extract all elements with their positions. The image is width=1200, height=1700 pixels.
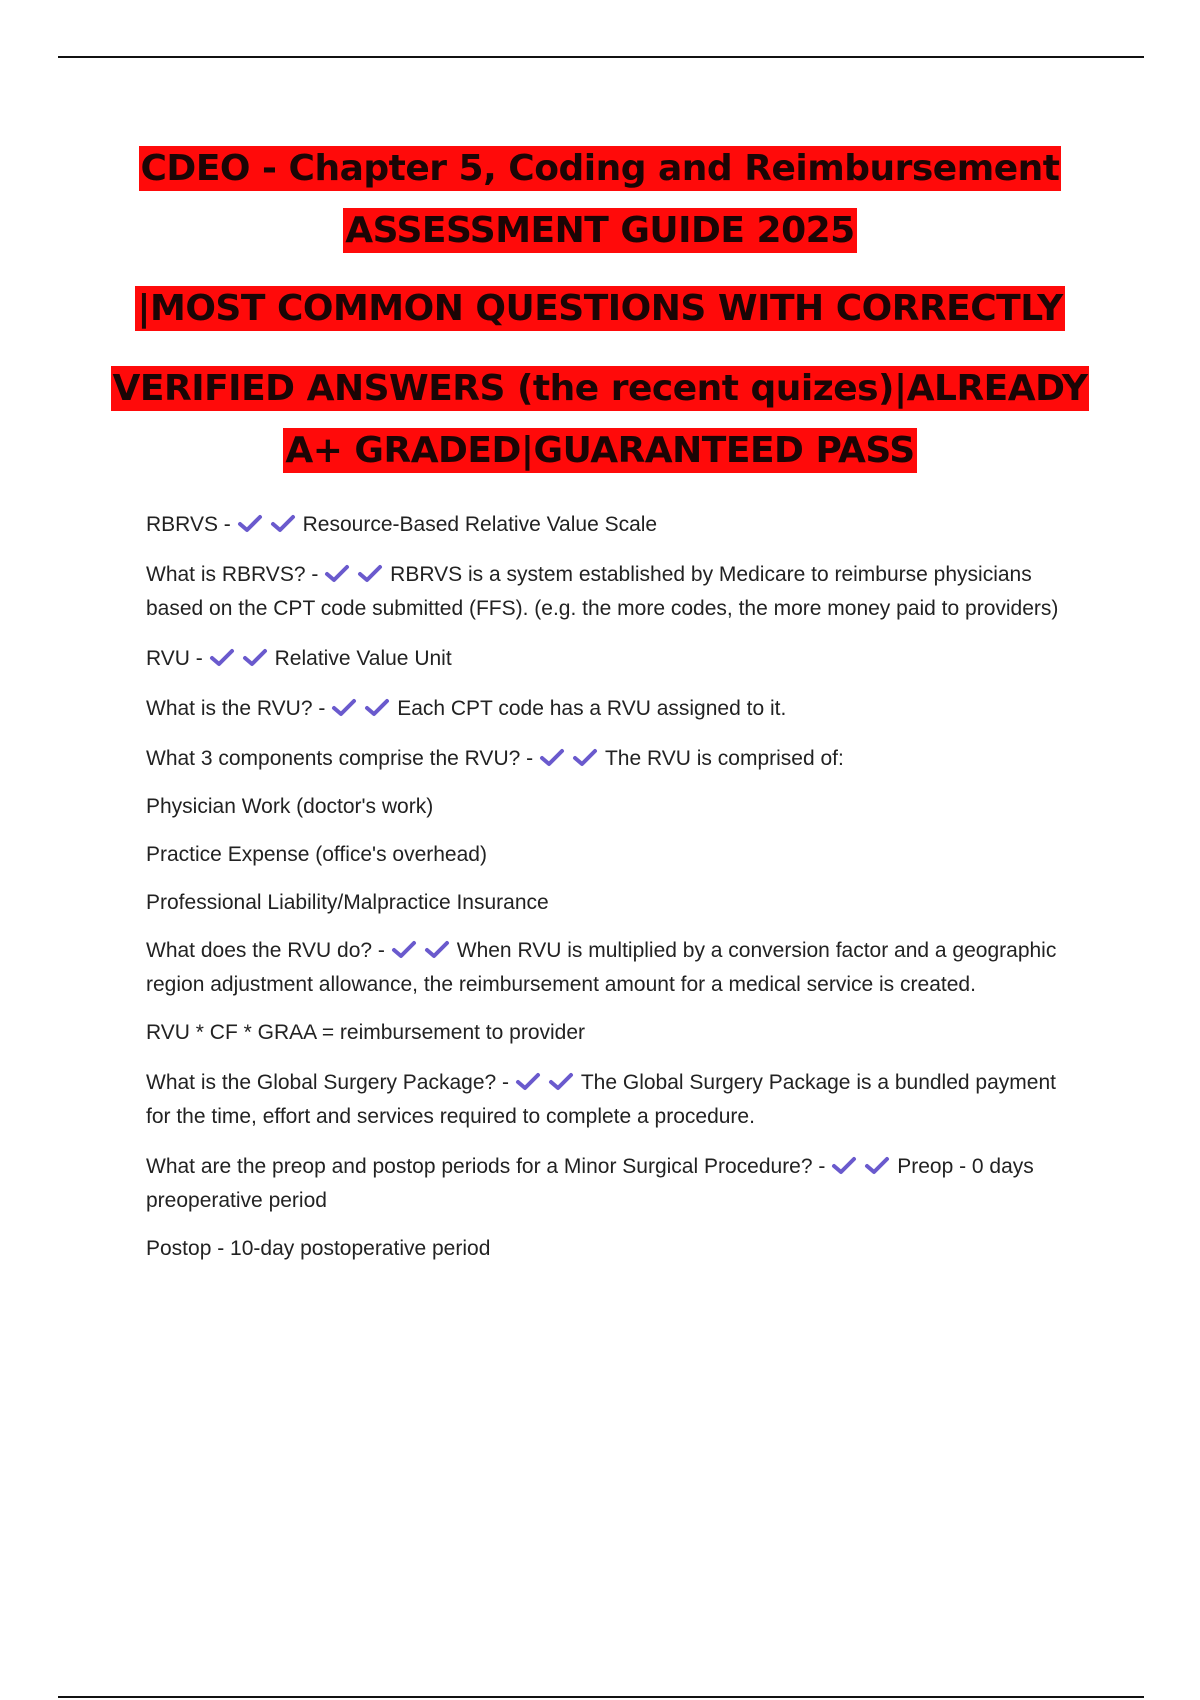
bottom-rule [58, 1696, 1144, 1698]
qa-item-global-surgery-package [146, 1066, 1076, 1134]
question-text: What is the RVU? - [146, 697, 332, 720]
title-line-4: VERIFIED ANSWERS (the recent quizes)|ALREADY [112, 368, 1088, 409]
text-line-professional-liability: Professional Liability/Malpractice Insurance [146, 891, 549, 914]
answer-text: Relative Value Unit [274, 647, 452, 670]
title-line-5: A+ GRADED|GUARANTEED PASS [285, 430, 915, 471]
answer-text: Each CPT code has a RVU assigned to it. [397, 697, 787, 720]
title-line-3: |MOST COMMON QUESTIONS WITH CORRECTLY [137, 288, 1063, 329]
question-text: RBRVS - [146, 513, 237, 536]
checkmark-icon [324, 564, 350, 584]
checkmark-icon [539, 748, 565, 768]
qa-item-preop-postop [146, 1150, 1076, 1218]
document-title [0, 140, 1200, 482]
checkmark-icon [237, 514, 263, 534]
question-text: What is RBRVS? - [146, 563, 325, 586]
qa-item-what-is-rvu [146, 692, 1076, 726]
answer-text: When RVU is multiplied by a conversion factor and a geographic region adjustment allowance, the reimbursement amount for a medical service is created. [146, 939, 1057, 996]
checkmark-icon [364, 698, 390, 718]
checkmark-icon [270, 514, 296, 534]
checkmark-icon [831, 1156, 857, 1176]
text-line-postop: Postop - 10-day postoperative period [146, 1237, 491, 1260]
answer-text: Resource-Based Relative Value Scale [302, 513, 658, 536]
top-rule [58, 56, 1144, 58]
question-text: What is the Global Surgery Package? - [146, 1071, 515, 1094]
qa-item-what-does-rvu-do [146, 934, 1076, 1002]
checkmark-icon [515, 1072, 541, 1092]
answer-text: The RVU is comprised of: [604, 747, 844, 770]
checkmark-icon [209, 648, 235, 668]
answer-text: Preop - 0 days preoperative period [146, 1155, 1034, 1212]
answer-text: RBRVS is a system established by Medicare to reimburse physicians based on the CPT code submitted (FFS). (e.g. the more codes, the more money paid to providers) [146, 563, 1059, 620]
qa-content [146, 508, 1076, 1282]
question-text: What are the preop and postop periods for a Minor Surgical Procedure? - [146, 1155, 832, 1178]
checkmark-icon [391, 940, 417, 960]
qa-item-rvu-components [146, 742, 1076, 776]
question-text: What does the RVU do? - [146, 939, 391, 962]
title-line-2: ASSESSMENT GUIDE 2025 [345, 210, 855, 251]
checkmark-icon [424, 940, 450, 960]
text-line-formula: RVU * CF * GRAA = reimbursement to provider [146, 1021, 586, 1044]
checkmark-icon [357, 564, 383, 584]
title-line-1: CDEO - Chapter 5, Coding and Reimbursement [140, 148, 1060, 189]
text-line-practice-expense: Practice Expense (office's overhead) [146, 843, 487, 866]
answer-text: The Global Surgery Package is a bundled payment for the time, effort and services required to complete a procedure. [146, 1071, 1056, 1128]
checkmark-icon [864, 1156, 890, 1176]
qa-item-rbrvs [146, 508, 1076, 542]
checkmark-icon [242, 648, 268, 668]
qa-item-what-is-rbrvs [146, 558, 1076, 626]
checkmark-icon [331, 698, 357, 718]
text-line-physician-work: Physician Work (doctor's work) [146, 795, 434, 818]
checkmark-icon [548, 1072, 574, 1092]
question-text: What 3 components comprise the RVU? - [146, 747, 539, 770]
question-text: RVU - [146, 647, 209, 670]
qa-item-rvu [146, 642, 1076, 676]
checkmark-icon [572, 748, 598, 768]
